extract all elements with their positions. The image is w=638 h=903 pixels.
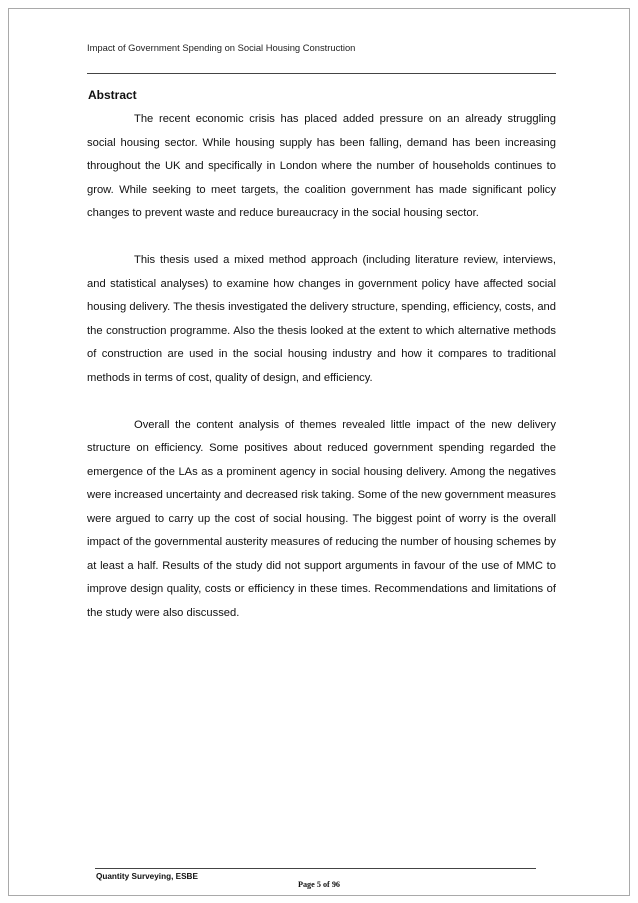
abstract-body <box>87 108 556 649</box>
abstract-paragraph-3: Overall the content analysis of themes revealed little impact of the new delivery structure on efficiency. Some positives about reduced government spending regarded the emergence of the LAs as a prominent agency in social housing delivery. Among the negatives were increased uncertainty and decreased risk taking. Some of the new government measures were argued to carry up the cost of social housing. The biggest point of worry is the overall impact of the governmental austerity measures of reducing the number of housing schemes by at least a half. Results of the study did not support arguments in favour of the use of MMC to improve design quality, costs or efficiency in these times. Recommendations and limitations of the study were also discussed. <box>87 418 556 619</box>
footer-department: Quantity Surveying, ESBE <box>96 872 198 881</box>
abstract-paragraph-1: The recent economic crisis has placed added pressure on an already struggling social housing sector. While housing supply has been falling, demand has been increasing throughout the UK and specifically in London where the number of households continues to grow. While seeking to meet targets, the coalition government has made significant policy changes to prevent waste and reduce bureaucracy in the social housing sector. <box>87 113 556 219</box>
page-number: Page 5 of 96 <box>297 880 341 889</box>
footer-divider <box>95 868 536 869</box>
header-divider <box>87 73 556 74</box>
running-header: Impact of Government Spending on Social Housing Construction <box>87 42 356 53</box>
abstract-heading: Abstract <box>88 88 137 102</box>
abstract-paragraph-2: This thesis used a mixed method approach (including literature review, interviews, and statistical analyses) to examine how changes in government policy have affected social housing delivery. The thesis investigated the delivery structure, spending, efficiency, costs, and the construction programme. Also the thesis looked at the extent to which alternative methods of construction are used in the social housing industry and how it compares to traditional methods in terms of cost, quality of design, and efficiency. <box>87 254 556 384</box>
